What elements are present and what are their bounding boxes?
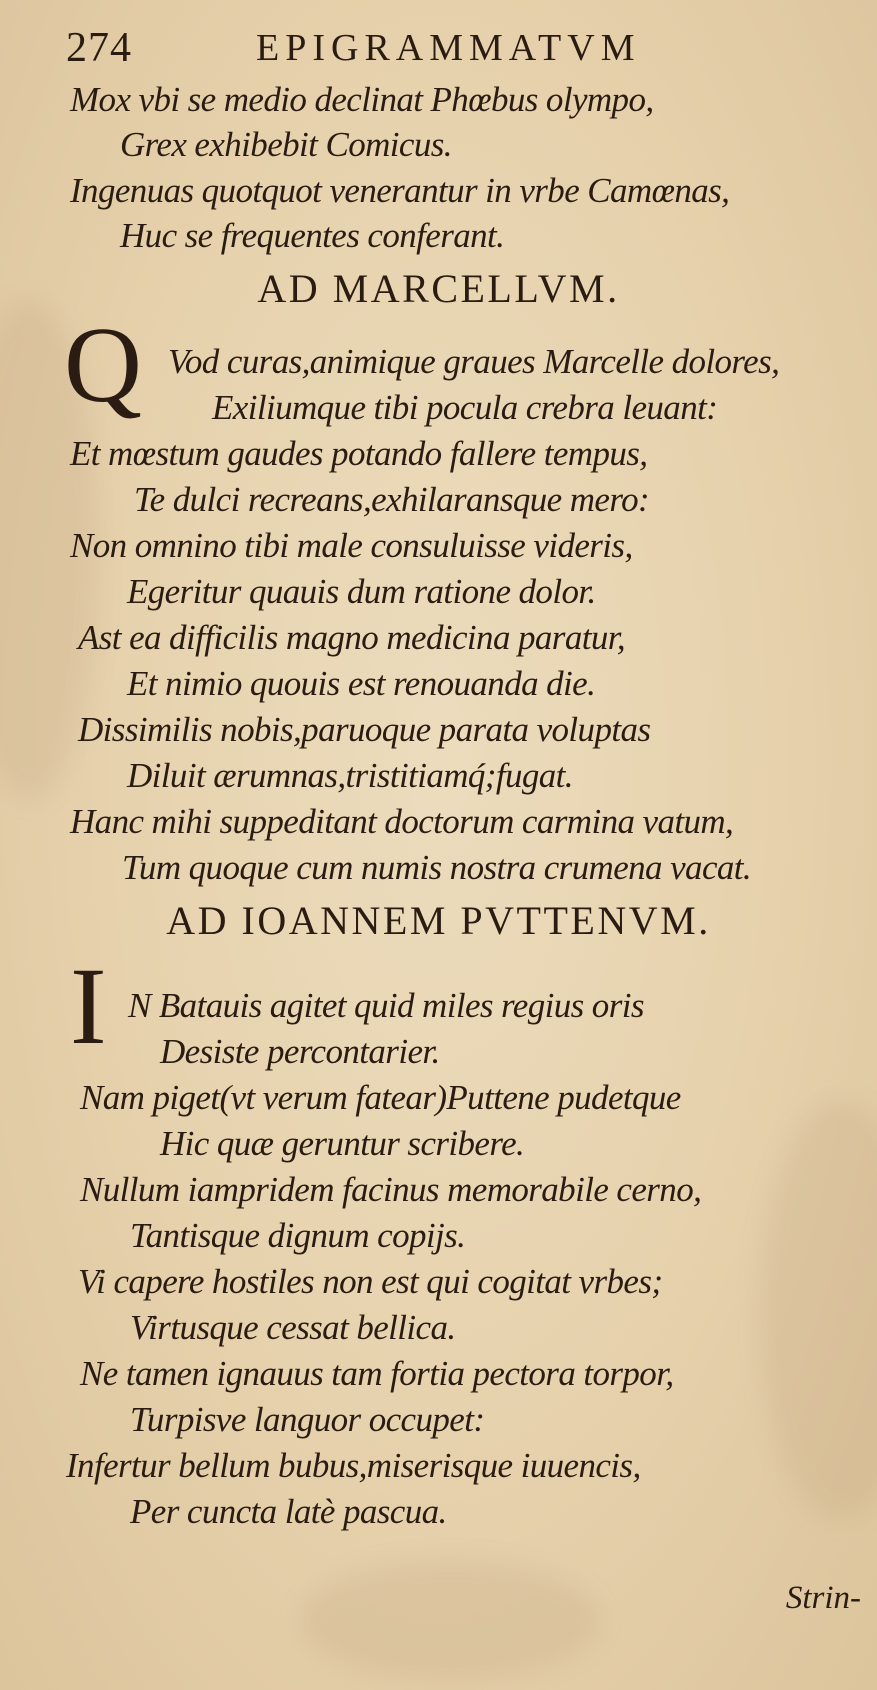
verse-line: Desiste percontarier.: [160, 1032, 440, 1071]
verse-line: Et nimio quouis est renouanda die.: [127, 664, 596, 703]
verse-line: Turpisve languor occupet:: [130, 1400, 485, 1439]
verse-line: Vi capere hostiles non est qui cogitat vrbes;: [78, 1262, 663, 1301]
verse-line: Nam piget(vt verum fatear)Puttene pudetque: [80, 1078, 681, 1117]
poem-title: AD MARCELLVM.: [257, 266, 620, 311]
verse-line: Huc se frequentes conferant.: [120, 216, 505, 255]
verse-line: Ne tamen ignauus tam fortia pectora torpor,: [80, 1354, 674, 1393]
verse-line: Dissimilis nobis,paruoque parata voluptas: [78, 710, 651, 749]
verse-line: Mox vbi se medio declinat Phœbus olympo,: [70, 80, 654, 119]
page-header: [66, 18, 837, 78]
verse-line: Diluit ærumnas,tristitiamq́;fugat.: [127, 756, 573, 795]
verse-line: Hic quæ geruntur scribere.: [160, 1124, 525, 1163]
verse-line: Virtusque cessat bellica.: [130, 1308, 456, 1347]
drop-cap: I: [70, 945, 107, 1067]
verse-line: Tum quoque cum numis nostra crumena vacat.: [122, 848, 752, 887]
verse-line: Exiliumque tibi pocula crebra leuant:: [212, 388, 718, 427]
verse-line: Grex exhibebit Comicus.: [120, 125, 452, 164]
drop-cap: Q: [64, 306, 142, 425]
verse-line: Hanc mihi suppeditant doctorum carmina vatum,: [70, 802, 734, 841]
verse-line: Tantisque dignum copijs.: [130, 1216, 466, 1255]
verse-line: Per cuncta latè pascua.: [130, 1492, 447, 1531]
paper-stain: [300, 1560, 600, 1680]
catchword: Strin-: [785, 1580, 861, 1616]
verse-line: Ast ea difficilis magno medicina paratur,: [78, 618, 626, 657]
verse-line: Non omnino tibi male consuluisse videris,: [70, 526, 633, 565]
running-head: EPIGRAMMATVM: [256, 27, 641, 69]
verse-line: Egeritur quauis dum ratione dolor.: [127, 572, 596, 611]
paper-stain: [760, 1100, 877, 1520]
verse-line: Infertur bellum bubus,miserisque iuuencis,: [66, 1446, 641, 1485]
verse-line: Ingenuas quotquot venerantur in vrbe Camœnas,: [70, 171, 730, 210]
poem-title: AD IOANNEM PVTTENVM.: [166, 898, 711, 943]
verse-line: Te dulci recreans,exhilaransque mero:: [134, 480, 650, 519]
verse-line: N Batauis agitet quid miles regius oris: [128, 986, 644, 1025]
verse-line: Nullum iampridem facinus memorabile cerno,: [80, 1170, 702, 1209]
verse-line: Et mœstum gaudes potando fallere tempus,: [70, 434, 648, 473]
page-number: 274: [66, 25, 132, 71]
verse-line: Vod curas,animique graues Marcelle dolores,: [168, 342, 780, 381]
